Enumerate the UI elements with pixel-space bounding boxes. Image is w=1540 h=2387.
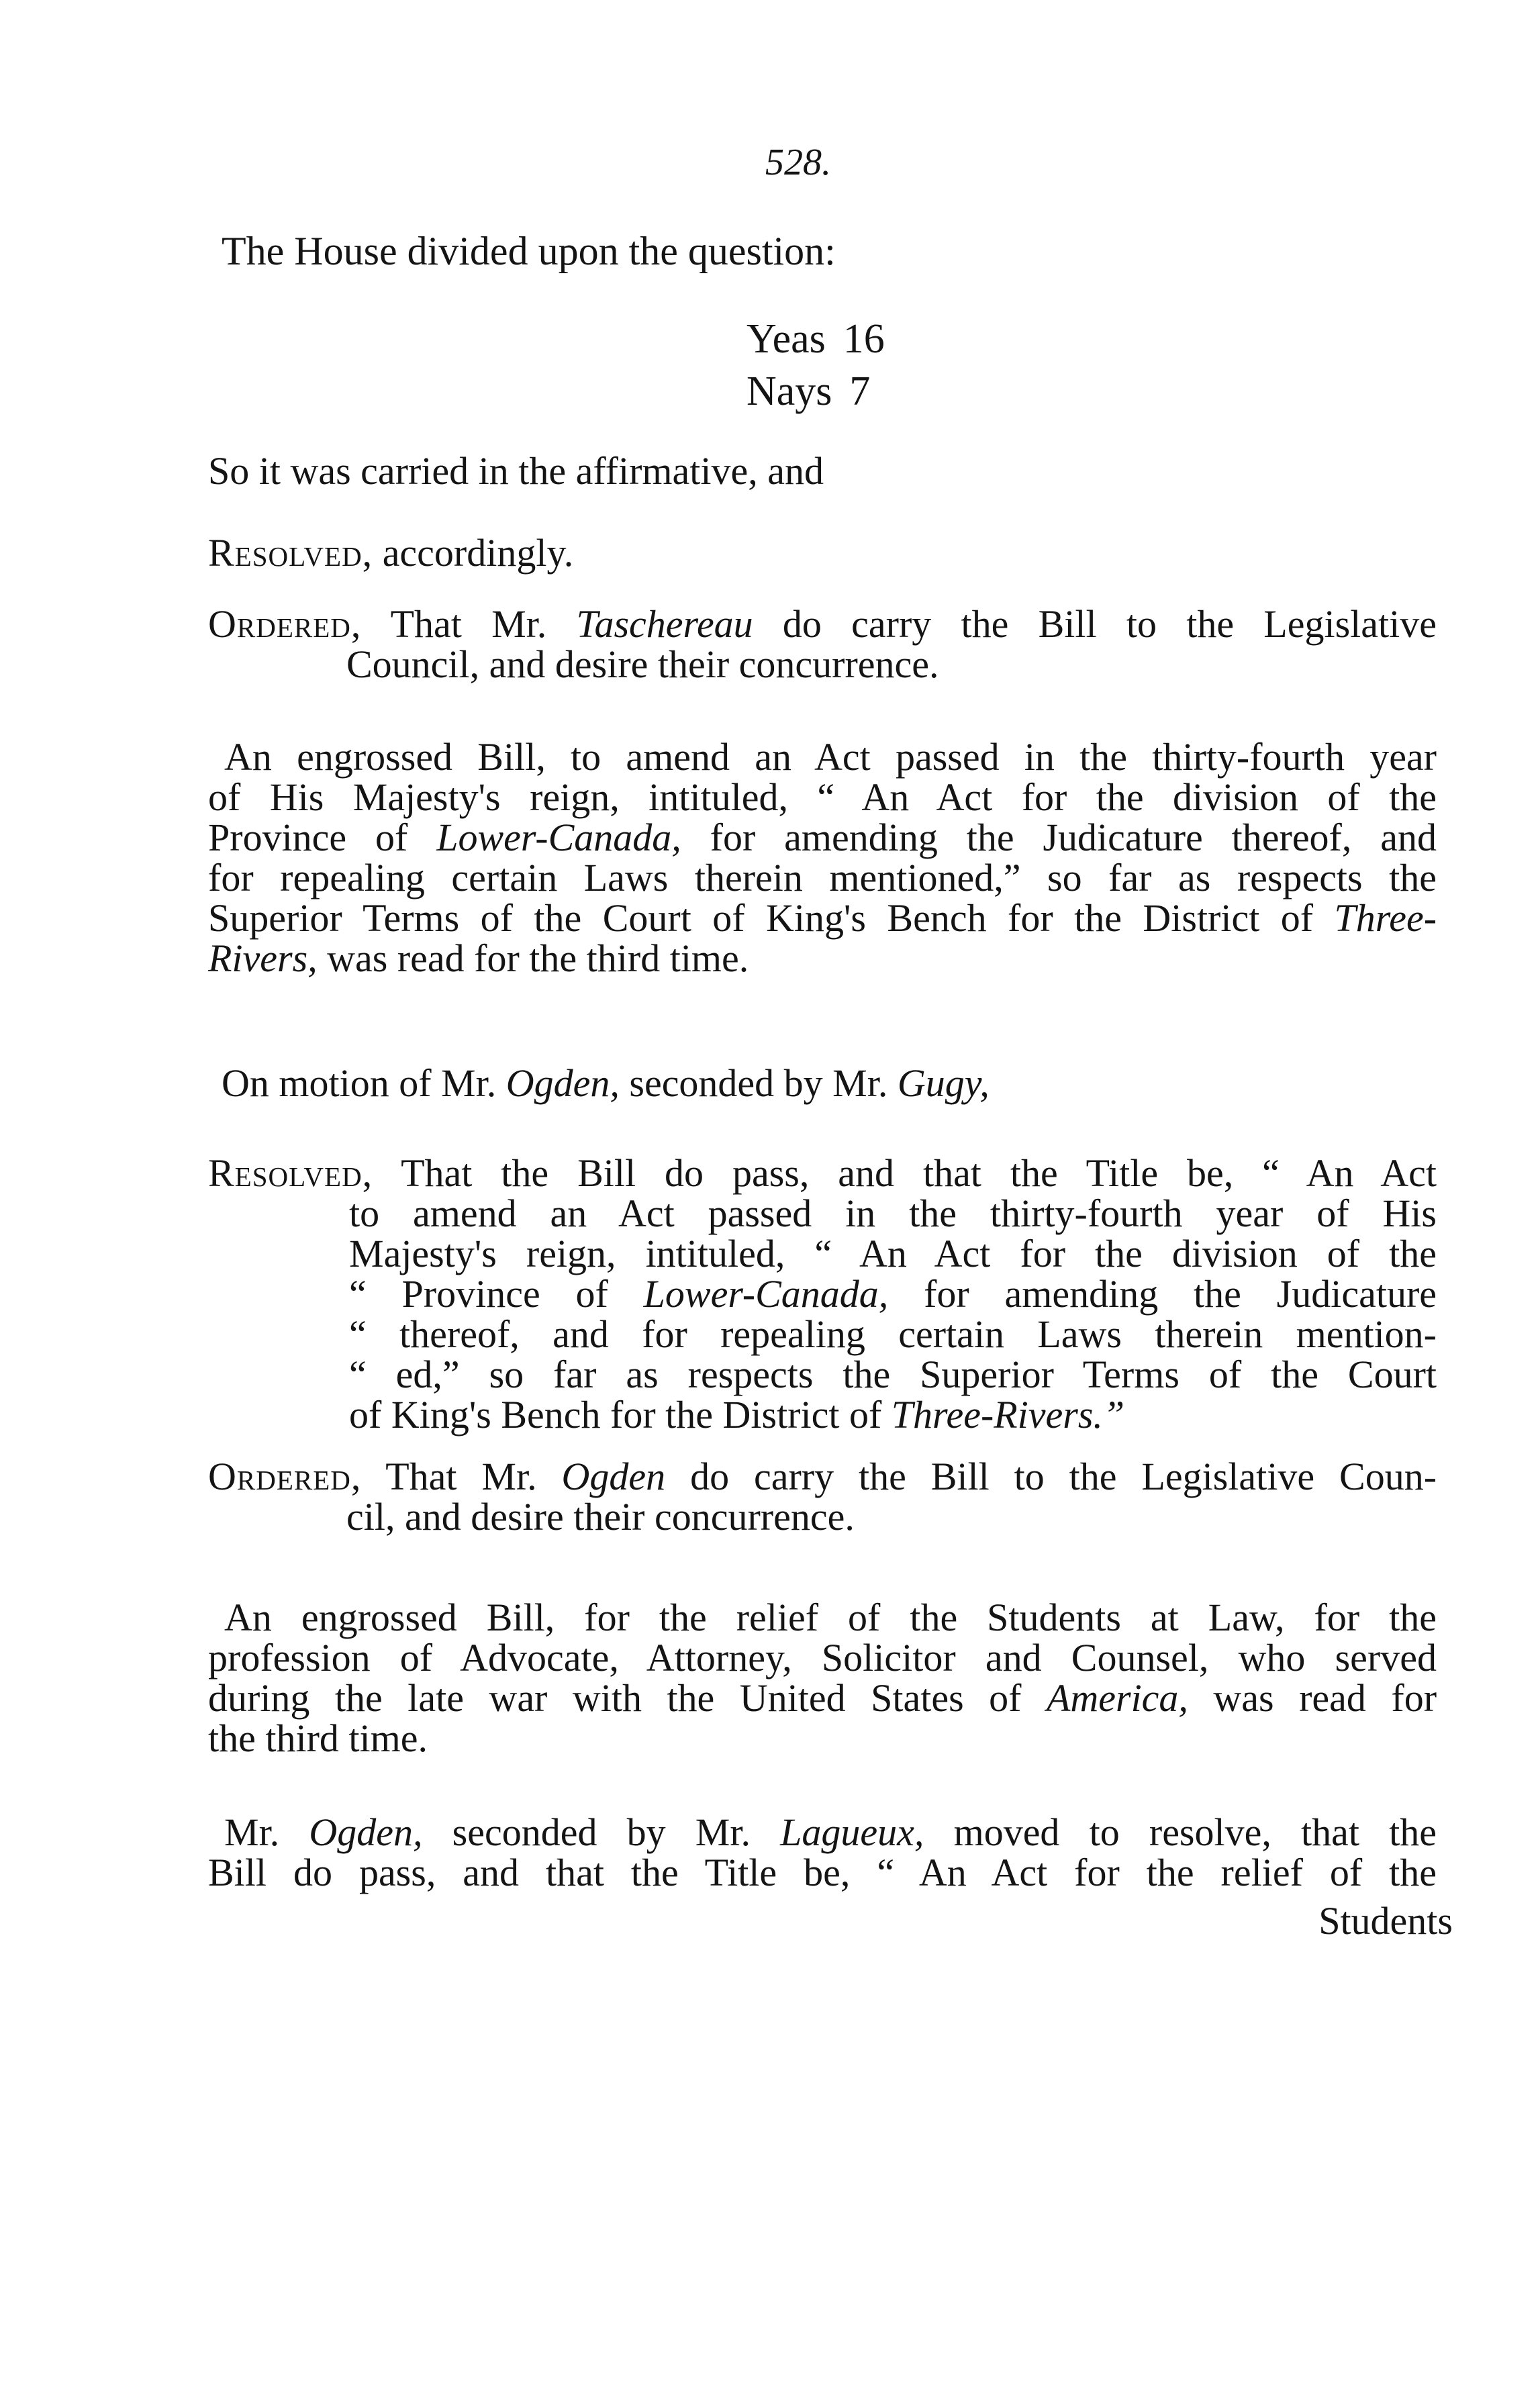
engrossed-1-line-2: of His Majesty's reign, intituled, “ An Act for the division of the bbox=[208, 775, 1437, 819]
ordered-2-line-1: Ordered, That Mr. Ogden do carry the Bill to the Legislative Coun- bbox=[208, 1455, 1437, 1498]
division-heading: The House divided upon the question: bbox=[222, 229, 836, 273]
resolved-label: Resolved, bbox=[208, 531, 373, 575]
yeas-count: 16 bbox=[843, 316, 885, 362]
resolved-2-line-6: “ ed,” so far as respects the Superior Terms of the Court bbox=[349, 1353, 1437, 1396]
resolved-2-line-2: to amend an Act passed in the thirty-fourth year of His bbox=[349, 1191, 1437, 1235]
motion-2-line-1: Mr. Ogden, seconded by Mr. Lagueux, moved to resolve, that the bbox=[224, 1810, 1437, 1854]
ordered-taschereau bbox=[208, 604, 1437, 685]
engrossed-1-line-6: Rivers, was read for the third time. bbox=[208, 936, 749, 980]
resolved-bill-pass bbox=[208, 1153, 1437, 1435]
resolved-2-line-4: “ Province of Lower-Canada, for amending the Judicature bbox=[349, 1272, 1437, 1316]
resolved-text: accordingly. bbox=[382, 531, 574, 575]
engrossed-2-line-3: during the late war with the United States of America, was read for bbox=[208, 1676, 1437, 1720]
engrossed-bill-three-rivers bbox=[208, 737, 1437, 979]
resolved-2-line-1: Resolved, That the Bill do pass, and that the Title be, “ An Act bbox=[208, 1151, 1437, 1195]
engrossed-1-line-1: An engrossed Bill, to amend an Act passed in the thirty-fourth year bbox=[224, 735, 1437, 779]
engrossed-2-line-2: profession of Advocate, Attorney, Solicitor and Counsel, who served bbox=[208, 1636, 1437, 1679]
engrossed-2-line-4: the third time. bbox=[208, 1716, 428, 1760]
engrossed-2-line-1: An engrossed Bill, for the relief of the Students at Law, for the bbox=[224, 1596, 1437, 1639]
engrossed-1-line-4: for repealing certain Laws therein mentioned,” so far as respects the bbox=[208, 856, 1437, 899]
ordered-ogden bbox=[208, 1457, 1437, 1537]
engrossed-bill-students bbox=[208, 1598, 1437, 1759]
resolved-accordingly bbox=[208, 530, 573, 575]
nays-label: Nays bbox=[747, 369, 832, 414]
taschereau-name: Taschereau bbox=[576, 602, 753, 646]
resolved-2-line-7: of King's Bench for the District of Three-Rivers.” bbox=[349, 1393, 1125, 1436]
motion-2-line-2: Bill do pass, and that the Title be, “ An Act for the relief of the bbox=[208, 1851, 1437, 1894]
ordered-1-line-1: Ordered, That Mr. Taschereau do carry the Bill to the Legislative bbox=[208, 602, 1437, 646]
resolved-2-line-5: “ thereof, and for repealing certain Laws therein mention- bbox=[349, 1312, 1437, 1356]
yeas-line bbox=[747, 315, 885, 363]
page-number: 528. bbox=[765, 142, 831, 183]
motion-ogden-gugy: On motion of Mr. Ogden, seconded by Mr. Gugy, bbox=[222, 1061, 990, 1105]
catchword: Students bbox=[1318, 1899, 1453, 1943]
engrossed-1-line-3: Province of Lower-Canada, for amending the Judicature thereof, and bbox=[208, 816, 1437, 859]
nays-line bbox=[747, 368, 870, 416]
ordered-1-line-2: Council, and desire their concurrence. bbox=[346, 642, 939, 686]
carried-line: So it was carried in the affirmative, and bbox=[208, 449, 824, 493]
nays-count: 7 bbox=[849, 369, 871, 414]
ordered-2-line-2: cil, and desire their concurrence. bbox=[346, 1495, 855, 1539]
yeas-label: Yeas bbox=[747, 316, 826, 362]
engrossed-1-line-5: Superior Terms of the Court of King's Bench for the District of Three- bbox=[208, 896, 1437, 940]
resolved-2-line-3: Majesty's reign, intituled, “ An Act for the division of the bbox=[349, 1232, 1437, 1275]
motion-ogden-lagueux bbox=[208, 1812, 1437, 1893]
